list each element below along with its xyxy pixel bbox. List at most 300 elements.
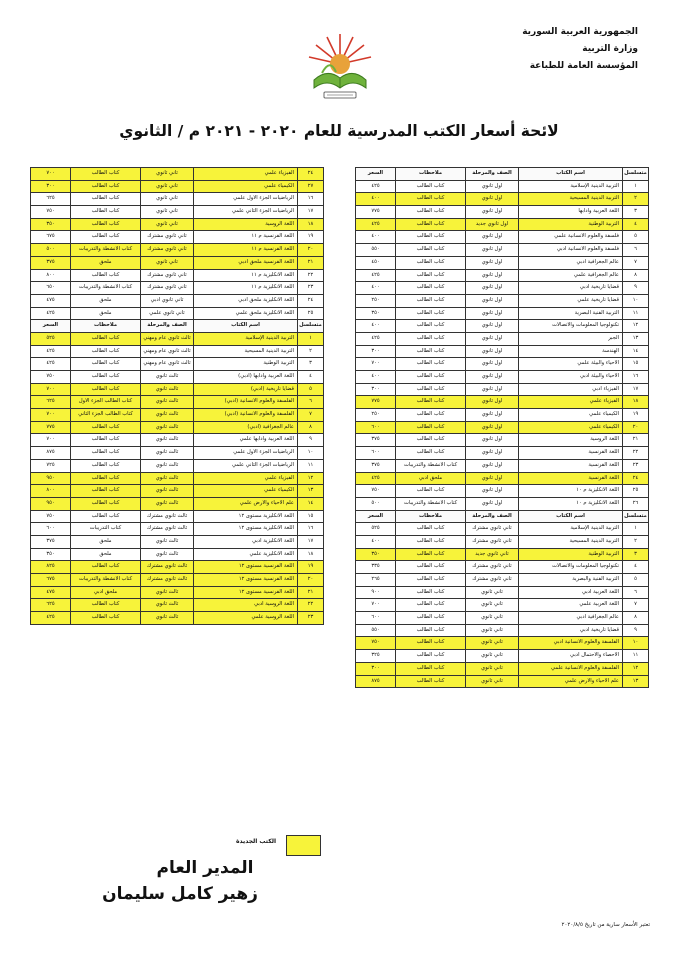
book-price: ٣٧٥ (31, 535, 71, 548)
book-price: ٣٥٠ (356, 548, 396, 561)
row-number: ٨ (623, 269, 649, 282)
book-name: التربية الوطنية (519, 548, 623, 561)
book-note: كتاب الانشطة والتدريبات (71, 282, 141, 295)
table-row (31, 497, 324, 510)
book-price: ٨٠٠ (31, 269, 71, 282)
book-price: ٦٥٠ (31, 282, 71, 295)
book-price: ٥٠٠ (31, 244, 71, 257)
book-price: ٦٧٥ (31, 231, 71, 244)
book-price: ٥٥٠ (356, 624, 396, 637)
book-name: اللغة الانكليزية ملحق علمي (194, 307, 298, 320)
book-price: ٧٥٠ (356, 485, 396, 498)
table-row (356, 244, 649, 257)
row-number: ٢٠ (298, 574, 324, 587)
book-name: اللغة الانكليزية مستوى ١٢ (194, 510, 298, 523)
row-number: ٥ (623, 231, 649, 244)
book-price: ٤٠٠ (356, 320, 396, 333)
grade-level: ثالث ثانوي (141, 459, 194, 472)
book-note: ملحق ادبي (396, 472, 466, 485)
row-number: ١ (623, 523, 649, 536)
book-note: كتاب الطالب (396, 523, 466, 536)
book-name: الكيمياء علمي (194, 180, 298, 193)
grade-level: اول ثانوي (466, 320, 519, 333)
grade-level: ثاني ثانوي مشترك (466, 574, 519, 587)
book-price: ٣٧٥ (356, 459, 396, 472)
table-row (356, 637, 649, 650)
book-price: ٧٥٠ (31, 371, 71, 384)
table-row (356, 256, 649, 269)
book-note: كتاب الطالب (396, 447, 466, 460)
book-name: الرياضيات الجزء الثاني علمي (194, 459, 298, 472)
book-note: كتاب الطالب (396, 650, 466, 663)
row-number: ١٥ (298, 510, 324, 523)
book-name: تكنولوجيا المعلومات والاتصالات (519, 561, 623, 574)
table-row (31, 409, 324, 422)
book-note: ملحق (71, 256, 141, 269)
table-row (356, 434, 649, 447)
row-number: ١٦ (298, 523, 324, 536)
book-note: ملحق (71, 307, 141, 320)
column-header: السعر (356, 510, 396, 523)
grade-level: اول ثانوي (466, 472, 519, 485)
book-price: ٦٠٠ (356, 447, 396, 460)
column-header: متسلسل (298, 320, 324, 333)
book-note: كتاب الطالب (71, 561, 141, 574)
manager-name: زهير كامل سليمان (102, 884, 258, 904)
grade-level: ثاني ثانوي مشترك (141, 282, 194, 295)
grade-level: ثاني ثانوي مشترك (141, 231, 194, 244)
table-row (31, 447, 324, 460)
book-note: كتاب الانشطة والتدريبات (396, 459, 466, 472)
book-note: ملحق (71, 548, 141, 561)
table-row (31, 358, 324, 371)
row-number: ٦ (623, 244, 649, 257)
table-row (31, 523, 324, 536)
book-note: ملحق (71, 535, 141, 548)
grade-level: ثاني ثانوي مشترك (466, 535, 519, 548)
book-name: اللغة الفرنسية ملحق ادبي (194, 256, 298, 269)
grade-level: ثالث ثانوي عام ومهني (141, 358, 194, 371)
book-price: ٥٠٠ (356, 497, 396, 510)
row-number: ١٣ (623, 675, 649, 688)
grade-level: ثاني ثانوي مشترك (141, 269, 194, 282)
book-name: الفيزياء علمي (194, 472, 298, 485)
book-note: كتاب الطالب (71, 168, 141, 181)
row-number: ٦ (623, 586, 649, 599)
row-number: ٥ (298, 383, 324, 396)
grade-level: ثالث ثانوي مشترك (141, 510, 194, 523)
row-number: ٢٠ (623, 421, 649, 434)
book-note: كتاب الطالب (396, 599, 466, 612)
book-price: ٩٠٠ (356, 586, 396, 599)
book-name: اللغة الروسية علمي (194, 612, 298, 625)
table-row (356, 548, 649, 561)
book-name: الفلسفة والعلوم الانسانية ادبي (519, 637, 623, 650)
grade-level: ثالث ثانوي (141, 535, 194, 548)
book-note: كتاب الانشطة والتدريبات (396, 497, 466, 510)
grade-level: اول ثانوي (466, 383, 519, 396)
book-price: ٣٥٠ (31, 548, 71, 561)
book-note: كتاب الطالب (396, 675, 466, 688)
column-header: اسم الكتاب (519, 510, 623, 523)
row-number: ٦ (298, 396, 324, 409)
book-name: اللغة الفرنسية مستوى ١٢ (194, 586, 298, 599)
book-price: ٢٦٥ (356, 574, 396, 587)
column-header: ملاحظات (396, 168, 466, 181)
row-number: ١١ (623, 307, 649, 320)
book-note: كتاب الطالب (71, 218, 141, 231)
grade-level: ثاني ثانوي (141, 218, 194, 231)
table-row (31, 434, 324, 447)
grade-level: ثالث ثانوي (141, 371, 194, 384)
row-number: ١٢ (623, 662, 649, 675)
book-price: ٧٥٠ (31, 206, 71, 219)
grade-level: ثاني ثانوي (141, 180, 194, 193)
table-row (356, 180, 649, 193)
book-name: علم الاحياء والارض علمي (194, 497, 298, 510)
table-row (356, 332, 649, 345)
book-note: كتاب الطالب (396, 561, 466, 574)
table-row (31, 485, 324, 498)
book-price: ٤٢٥ (31, 345, 71, 358)
book-name: الرياضيات الجزء الاول علمي (194, 447, 298, 460)
table-row (31, 307, 324, 320)
grade-level: اول ثانوي (466, 206, 519, 219)
book-note: كتاب الطالب (396, 244, 466, 257)
book-name: الفلسفة والعلوم الانسانية (ادبي) (194, 409, 298, 422)
table-row (356, 459, 649, 472)
book-price: ٤٠٠ (356, 193, 396, 206)
grade-level: ثاني ثانوي (141, 206, 194, 219)
book-price: ٤٠٠ (356, 231, 396, 244)
grade-level: اول ثانوي (466, 332, 519, 345)
grade-level: ثالث ثانوي (141, 421, 194, 434)
grade-level: ثالث ثانوي (141, 548, 194, 561)
book-note: كتاب الطالب (396, 307, 466, 320)
book-price: ٧٠٠ (356, 599, 396, 612)
table-row (31, 396, 324, 409)
book-name: التربية الدينية الإسلامية (194, 332, 298, 345)
table-row (31, 612, 324, 625)
row-number: ٢ (298, 345, 324, 358)
grade-level: اول ثانوي (466, 269, 519, 282)
book-name: اللغة الفرنسية مستوى ١٢ (194, 574, 298, 587)
book-note: كتاب الطالب (71, 193, 141, 206)
book-note: كتاب الطالب (396, 637, 466, 650)
book-name: التربية الدينية المسيحية (519, 535, 623, 548)
table-row (31, 231, 324, 244)
book-price: ٨٢٥ (31, 561, 71, 574)
book-name: قضايا تاريخية ادبي (519, 624, 623, 637)
row-number: ١٧ (298, 206, 324, 219)
table-header-row (356, 168, 649, 181)
grade-level: ثالث ثانوي (141, 599, 194, 612)
table-first-second-grade (355, 167, 649, 688)
book-name: فلسفة والعلوم الانسانية ادبي (519, 244, 623, 257)
row-number: ١٨ (623, 396, 649, 409)
book-name: الكيمياء علمي (194, 485, 298, 498)
table-row (356, 612, 649, 625)
book-price: ٧٠٠ (356, 358, 396, 371)
book-price: ٦٢٥ (31, 193, 71, 206)
grade-level: ثالث ثانوي (141, 472, 194, 485)
book-name: قضايا تاريخية علمي (519, 294, 623, 307)
table-header-row (356, 510, 649, 523)
table-row (356, 523, 649, 536)
book-note: كتاب الطالب (71, 472, 141, 485)
book-name: علم الاحياء والارض علمي (519, 675, 623, 688)
book-price: ٣٠٠ (356, 345, 396, 358)
row-number: ٣ (623, 206, 649, 219)
grade-level: ثالث ثانوي (141, 383, 194, 396)
book-name: اللغة الانكليزية م ١٠ (519, 497, 623, 510)
book-name: الكيمياء علمي (519, 421, 623, 434)
row-number: ١٥ (623, 358, 649, 371)
table-row (356, 396, 649, 409)
grade-level: اول ثانوي (466, 180, 519, 193)
book-name: فلسفة والعلوم الانسانية علمي (519, 231, 623, 244)
book-price: ٩٥٠ (31, 497, 71, 510)
book-name: التربية الفنية البصرية (519, 307, 623, 320)
table-row (31, 586, 324, 599)
column-header: متسلسل (623, 168, 649, 181)
book-note: كتاب التدريبات (71, 523, 141, 536)
table-row (356, 485, 649, 498)
book-note: كتاب الطالب (396, 371, 466, 384)
book-name: عالم الجغرافية ادبي (519, 612, 623, 625)
table-row (31, 599, 324, 612)
row-number: ٢ (623, 193, 649, 206)
table-row (31, 193, 324, 206)
column-header: ملاحظات (71, 320, 141, 333)
book-price: ٣٧٥ (31, 256, 71, 269)
grade-level: ثالث ثانوي مشترك (141, 523, 194, 536)
table-row (356, 206, 649, 219)
book-name: اللغة العربية ادبي (519, 586, 623, 599)
grade-level: اول ثانوي (466, 459, 519, 472)
book-note: كتاب الطالب (71, 599, 141, 612)
row-number: ١٣ (623, 332, 649, 345)
grade-level: ثالث ثانوي عام ومهني (141, 345, 194, 358)
book-price: ٦٢٥ (31, 396, 71, 409)
book-note: كتاب الطالب (71, 447, 141, 460)
book-name: اللغة العربية علمي (519, 599, 623, 612)
grade-level: اول ثانوي (466, 256, 519, 269)
book-price: ٧٠٠ (31, 168, 71, 181)
book-note: كتاب الطالب (71, 383, 141, 396)
book-name: تكنولوجيا المعلومات والاتصالات (519, 320, 623, 333)
column-header: اسم الكتاب (519, 168, 623, 181)
row-number: ٨ (623, 612, 649, 625)
row-number: ٢٠ (298, 244, 324, 257)
table-row (356, 282, 649, 295)
book-name: التربية الدينية المسيحية (194, 345, 298, 358)
grade-level: اول ثانوي (466, 447, 519, 460)
org-line-institution: المؤسسة العامة للطباعة (529, 61, 638, 71)
table-row (356, 586, 649, 599)
book-price: ٦٠٠ (31, 523, 71, 536)
grade-level: ثاني ثانوي مشترك (466, 523, 519, 536)
book-price: ٧٧٥ (356, 206, 396, 219)
row-number: ٢٤ (298, 168, 324, 181)
row-number: ١٣ (298, 485, 324, 498)
row-number: ٩ (623, 624, 649, 637)
book-note: كتاب الطالب (396, 282, 466, 295)
book-note: كتاب الطالب (71, 269, 141, 282)
row-number: ١٩ (298, 561, 324, 574)
book-name: اللغة الفرنسية م ١١ (194, 244, 298, 257)
book-name: الفلسفة والعلوم الانسانية (ادبي) (194, 396, 298, 409)
column-header: الصف والمرحلة (466, 510, 519, 523)
row-number: ٢٤ (623, 472, 649, 485)
column-header: السعر (356, 168, 396, 181)
table-row (356, 383, 649, 396)
row-number: ١٨ (298, 218, 324, 231)
book-note: كتاب الانشطة والتدريبات (71, 574, 141, 587)
book-note: كتاب الطالب (396, 345, 466, 358)
book-name: اللغة الانكليزية ادبي (194, 535, 298, 548)
table-row (31, 459, 324, 472)
table-row (356, 599, 649, 612)
grade-level: اول ثانوي (466, 371, 519, 384)
book-sun-emblem-logo (300, 28, 380, 108)
book-price: ٨٧٥ (31, 447, 71, 460)
row-number: ٩ (623, 282, 649, 295)
table-row (356, 269, 649, 282)
table-row (31, 548, 324, 561)
row-number: ١٤ (623, 345, 649, 358)
row-number: ٩ (298, 434, 324, 447)
grade-level: ثاني ثانوي (466, 662, 519, 675)
book-price: ٤٢٥ (356, 180, 396, 193)
book-name: اللغة الروسية (519, 434, 623, 447)
row-number: ١٢ (298, 472, 324, 485)
row-number: ١٠ (623, 637, 649, 650)
column-header: اسم الكتاب (194, 320, 298, 333)
book-note: كتاب الطالب (71, 510, 141, 523)
grade-level: ثاني ثانوي جديد (466, 548, 519, 561)
book-price: ٤٢٥ (31, 358, 71, 371)
column-header: ملاحظات (396, 510, 466, 523)
book-price: ٤٥٠ (356, 256, 396, 269)
grade-level: ثالث ثانوي عام ومهني (141, 332, 194, 345)
book-price: ٨٠٠ (31, 485, 71, 498)
table-row (31, 244, 324, 257)
row-number: ١٦ (623, 371, 649, 384)
table-row (31, 332, 324, 345)
book-price: ٧٥٠ (31, 510, 71, 523)
row-number: ١٤ (298, 497, 324, 510)
book-note: كتاب الطالب (396, 485, 466, 498)
table-row (31, 472, 324, 485)
row-number: ٤ (623, 218, 649, 231)
book-price: ٩٥٠ (31, 472, 71, 485)
book-name: الفيزياء علمي (194, 168, 298, 181)
book-name: التربية الدينية الإسلامية (519, 180, 623, 193)
table-row (356, 472, 649, 485)
book-price: ٣٧٥ (356, 434, 396, 447)
book-name: قضايا تاريخية ادبي (519, 282, 623, 295)
grade-level: ثالث ثانوي (141, 612, 194, 625)
book-price: ٤٧٥ (31, 586, 71, 599)
grade-level: ثالث ثانوي (141, 409, 194, 422)
grade-level: ثالث ثانوي (141, 434, 194, 447)
grade-level: ثالث ثانوي (141, 447, 194, 460)
book-name: التربية الفنية والبصرية (519, 574, 623, 587)
book-price: ٦٠٠ (356, 612, 396, 625)
table-row (356, 358, 649, 371)
book-name: الجبر (519, 332, 623, 345)
grade-level: اول ثانوي (466, 193, 519, 206)
table-row (31, 383, 324, 396)
table-row (31, 168, 324, 181)
table-row (31, 574, 324, 587)
table-row (31, 421, 324, 434)
row-number: ٤ (623, 561, 649, 574)
grade-level: ثاني ثانوي (141, 193, 194, 206)
book-name: التربية الوطنية (519, 218, 623, 231)
book-name: الاحياء والبيئة علمي (519, 358, 623, 371)
row-number: ١٩ (623, 409, 649, 422)
book-note: كتاب الطالب (71, 612, 141, 625)
book-name: اللغة الفرنسية (519, 447, 623, 460)
book-price: ٣٠٠ (31, 180, 71, 193)
book-note: كتاب الطالب (71, 345, 141, 358)
book-name: اللغة الفرنسية (519, 472, 623, 485)
book-note: كتاب الطالب (396, 434, 466, 447)
row-number: ١٧ (298, 535, 324, 548)
book-name: اللغة العربية وادابها (519, 206, 623, 219)
book-note: كتاب الطالب (396, 624, 466, 637)
book-name: اللغة الانكليزية مستوى ١٢ (194, 523, 298, 536)
table-row (356, 497, 649, 510)
grade-level: ثالث ثانوي (141, 485, 194, 498)
row-number: ٢٧ (298, 180, 324, 193)
row-number: ٢٢ (623, 447, 649, 460)
book-note: كتاب الطالب الجزء الثاني (71, 409, 141, 422)
table-header-row (31, 320, 324, 333)
table-row (31, 371, 324, 384)
book-name: الرياضيات الجزء الاول علمي (194, 193, 298, 206)
column-header: متسلسل (623, 510, 649, 523)
legend-label: الكتب الجديدة (235, 838, 277, 845)
book-price: ٣٠٠ (356, 383, 396, 396)
book-price: ٧٠٠ (31, 383, 71, 396)
book-name: عالم الجغرافية علمي (519, 269, 623, 282)
grade-level: ثاني ثانوي (466, 624, 519, 637)
grade-level: ثالث ثانوي (141, 396, 194, 409)
table-row (31, 510, 324, 523)
book-note: كتاب الطالب (396, 574, 466, 587)
book-note: كتاب الطالب (71, 332, 141, 345)
row-number: ٢١ (298, 586, 324, 599)
book-name: اللغة العربية وادابها (ادبي) (194, 371, 298, 384)
book-note: كتاب الطالب (396, 269, 466, 282)
book-note: كتاب الطالب (71, 231, 141, 244)
table-row (356, 561, 649, 574)
row-number: ١ (623, 180, 649, 193)
column-header: السعر (31, 320, 71, 333)
book-name: اللغة الانكليزية م ١١ (194, 282, 298, 295)
row-number: ٢٣ (298, 282, 324, 295)
grade-level: ثاني ثانوي ادبي (141, 294, 194, 307)
book-name: التربية الوطنية (194, 358, 298, 371)
table-row (356, 675, 649, 688)
book-note: كتاب الطالب (396, 320, 466, 333)
row-number: ٢٢ (298, 599, 324, 612)
grade-level: ثاني ثانوي مشترك (466, 561, 519, 574)
book-price: ٥٢٥ (356, 523, 396, 536)
